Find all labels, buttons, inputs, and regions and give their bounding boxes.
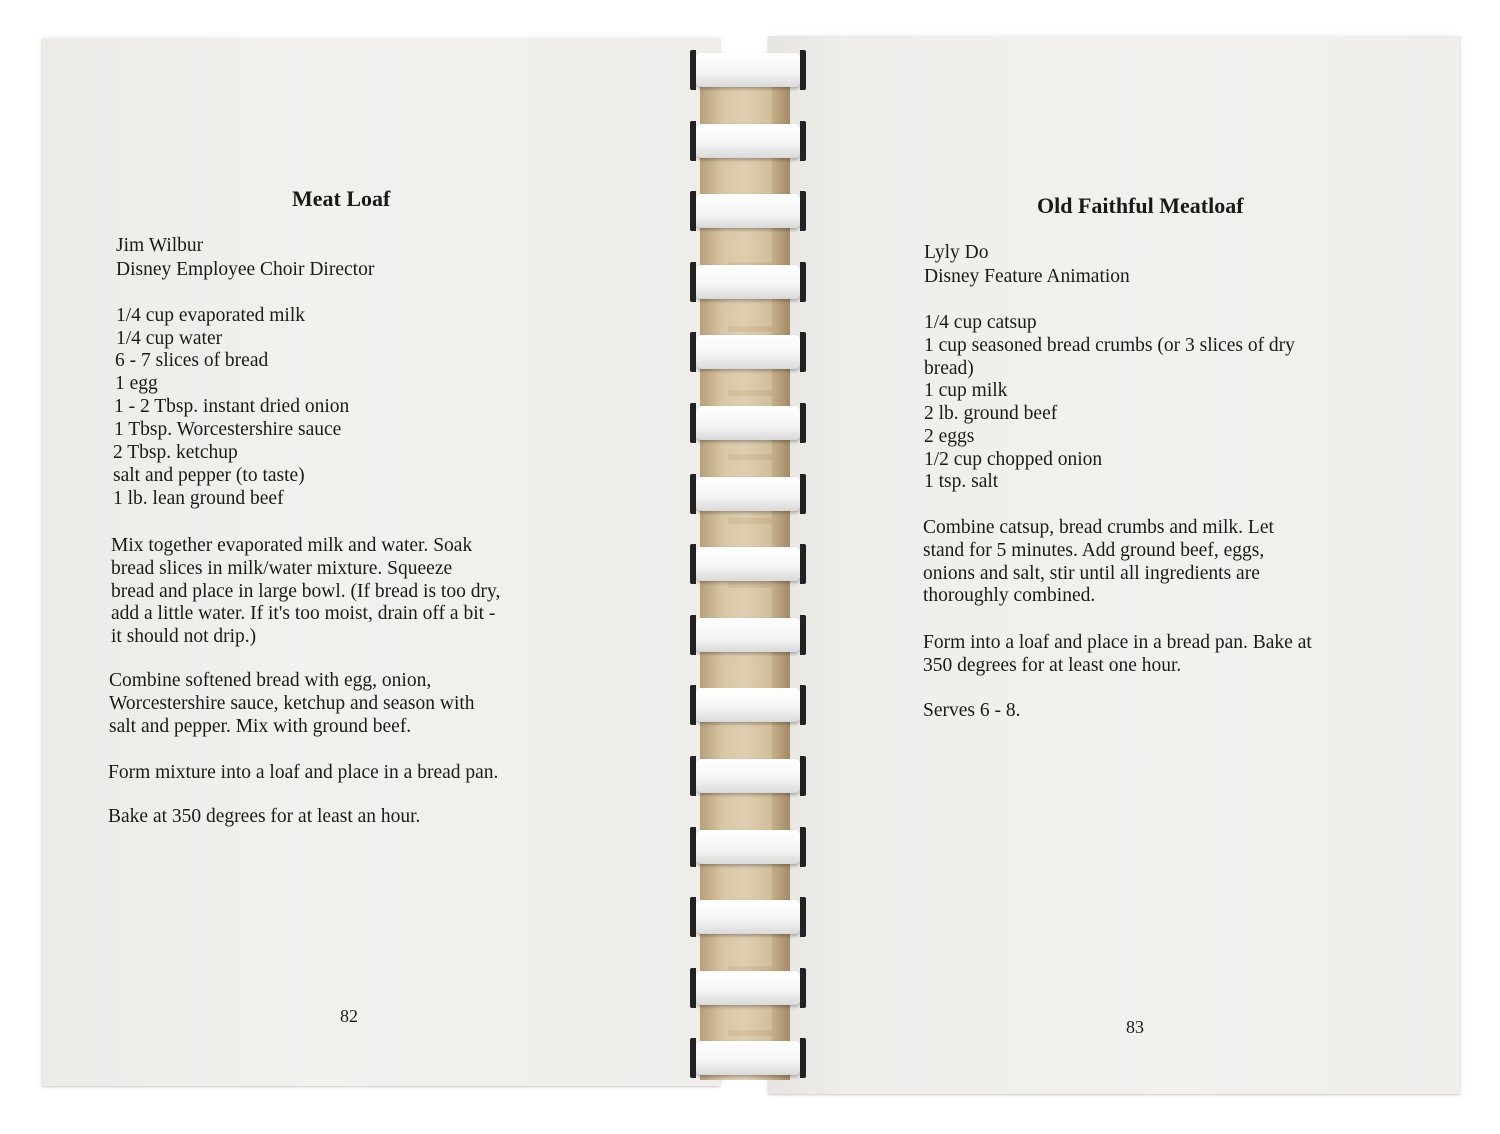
ingredient-item: 2 lb. ground beef: [924, 403, 1058, 424]
binding-ring: [684, 756, 816, 796]
binding-ring: [684, 827, 816, 867]
direction-paragraph: Form mixture into a loaf and place in a bread pan.: [108, 762, 499, 783]
binding-ring: [684, 1038, 816, 1078]
direction-paragraph: Combine catsup, bread crumbs and milk. Let stand for 5 minutes. Add ground beef, eggs, onions and salt, stir until all ingredients are thoroughly combined.: [923, 517, 1274, 607]
spiral-binding: [684, 50, 816, 1090]
binding-ring: [684, 262, 816, 302]
ingredient-item: 1/2 cup chopped onion: [924, 449, 1103, 470]
binding-ring: [684, 50, 816, 90]
page-number: 83: [1126, 1017, 1144, 1037]
contributor-name: Jim Wilbur: [116, 235, 204, 256]
direction-paragraph: Bake at 350 degrees for at least an hour.: [108, 806, 421, 827]
direction-paragraph: Combine softened bread with egg, onion, Worcestershire sauce, ketchup and season with salt and pepper. Mix with ground beef.: [109, 670, 475, 737]
binding-ring: [684, 968, 816, 1008]
recipe-title: Old Faithful Meatloaf: [1037, 193, 1244, 218]
ingredient-item: 1 Tbsp. Worcestershire sauce: [114, 419, 342, 440]
ingredient-item: 2 eggs: [924, 426, 975, 447]
contributor-name: Lyly Do: [924, 242, 989, 263]
direction-paragraph: Serves 6 - 8.: [923, 700, 1021, 721]
binding-ring: [684, 403, 816, 443]
ingredient-item: 1 tsp. salt: [924, 471, 999, 492]
ingredient-item: 1 lb. lean ground beef: [113, 488, 284, 509]
binding-ring: [684, 332, 816, 372]
page-number: 82: [340, 1006, 358, 1026]
ingredient-item: 1 cup milk: [924, 380, 1008, 401]
binding-ring: [684, 897, 816, 937]
ingredient-item: 1/4 cup water: [116, 328, 223, 349]
binding-ring: [684, 615, 816, 655]
ingredient-item: 6 - 7 slices of bread: [115, 350, 269, 371]
ingredient-item: 1 cup seasoned bread crumbs (or 3 slices of dry bread): [924, 335, 1295, 379]
ingredient-item: 1/4 cup catsup: [924, 312, 1037, 333]
direction-paragraph: Form into a loaf and place in a bread pan. Bake at 350 degrees for at least one hour.: [923, 632, 1312, 676]
binding-ring: [684, 121, 816, 161]
recipe-title: Meat Loaf: [292, 186, 391, 211]
binding-ring: [684, 685, 816, 725]
binding-ring: [684, 191, 816, 231]
ingredient-item: 1 - 2 Tbsp. instant dried onion: [114, 396, 350, 417]
ingredient-item: 1/4 cup evaporated milk: [116, 305, 305, 326]
direction-paragraph: Mix together evaporated milk and water. Soak bread slices in milk/water mixture. Squeeze bread and place in large bowl. (If bread is too dry, add a little water. If it's too moist, drain off a bit - it should not drip.): [111, 535, 501, 648]
ingredient-item: 1 egg: [115, 373, 158, 394]
binding-ring: [684, 544, 816, 584]
ingredient-item: 2 Tbsp. ketchup: [113, 442, 238, 463]
ingredient-item: salt and pepper (to taste): [113, 465, 305, 486]
contributor-role: Disney Employee Choir Director: [116, 259, 375, 280]
contributor-role: Disney Feature Animation: [924, 266, 1130, 287]
binding-ring: [684, 474, 816, 514]
